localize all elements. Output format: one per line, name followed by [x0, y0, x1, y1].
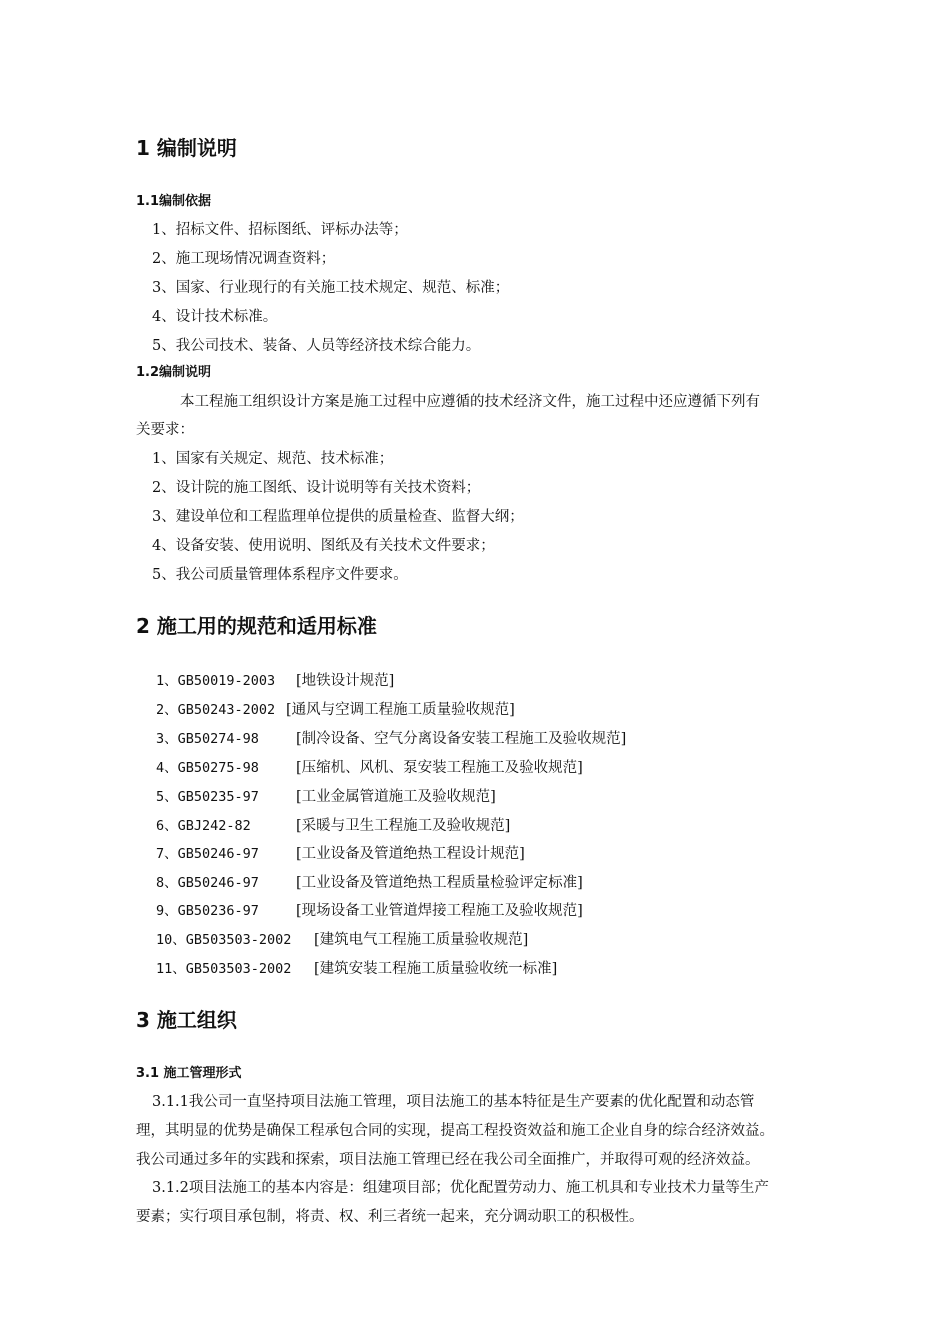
paragraph-line: 本工程施工组织设计方案是施工过程中应遵循的技术经济文件，施工过程中还应遵循下列有: [180, 394, 760, 410]
list-item: 1、招标文件、招标图纸、评标办法等；: [152, 222, 408, 238]
standard-code: 1、GB50019-2003: [156, 673, 276, 689]
standard-row: [156, 700, 515, 720]
standard-code: 2、GB50243-2002: [156, 702, 276, 718]
list-item: 5、我公司技术、装备、人员等经济技术综合能力。: [152, 338, 481, 354]
standard-code: 10、GB503503-2002: [156, 932, 292, 948]
standard-name: [现场设备工业管道焊接工程施工及验收规范]: [296, 903, 583, 919]
list-item: 2、设计院的施工图纸、设计说明等有关技术资料；: [152, 480, 481, 496]
standard-row: [156, 729, 626, 749]
standard-row: [156, 671, 394, 691]
paragraph-line: 3.1.1我公司一直坚持项目法施工管理，项目法施工的基本特征是生产要素的优化配置和动态管: [152, 1094, 755, 1110]
list-item: 3、建设单位和工程监理单位提供的质量检查、监督大纲；: [152, 509, 524, 525]
standard-name: [工业设备及管道绝热工程设计规范]: [296, 846, 525, 862]
list-item: 2、施工现场情况调查资料；: [152, 251, 336, 267]
subsection-3-1-title: 3.1 施工管理形式: [136, 1066, 242, 1081]
standard-row: [156, 844, 525, 864]
paragraph-line: 3.1.2项目法施工的基本内容是：组建项目部；优化配置劳动力、施工机具和专业技术力量等生产: [152, 1180, 769, 1196]
standard-code: 7、GB50246-97: [156, 846, 259, 862]
standard-row: [156, 758, 583, 778]
paragraph-line: 要素；实行项目承包制，将责、权、利三者统一起来，充分调动职工的积极性。: [136, 1209, 644, 1225]
subsection-1-2-title: 1.2编制说明: [136, 365, 212, 380]
standard-name: [通风与空调工程施工质量验收规范]: [286, 702, 515, 718]
standard-code: 8、GB50246-97: [156, 875, 259, 891]
section-1-title: 1 编制说明: [136, 136, 237, 160]
paragraph-line: 关要求：: [136, 422, 194, 438]
paragraph-line: 我公司通过多年的实践和探索，项目法施工管理已经在我公司全面推广，并取得可观的经济效益。: [136, 1152, 760, 1168]
standard-name: [制冷设备、空气分离设备安装工程施工及验收规范]: [296, 731, 627, 747]
standard-name: [工业金属管道施工及验收规范]: [296, 789, 496, 805]
standard-row: [156, 787, 496, 807]
subsection-1-1-title: 1.1编制依据: [136, 194, 212, 209]
list-item: 3、国家、行业现行的有关施工技术规定、规范、标准；: [152, 280, 510, 296]
standard-code: 6、GBJ242-82: [156, 818, 251, 834]
list-item: 4、设计技术标准。: [152, 309, 278, 325]
standard-row: [156, 930, 528, 950]
list-item: 4、设备安装、使用说明、图纸及有关技术文件要求；: [152, 538, 495, 554]
standard-row: [156, 959, 557, 979]
standard-name: [地铁设计规范]: [296, 673, 395, 689]
section-3-title: 3 施工组织: [136, 1008, 237, 1032]
paragraph-line: 理，其明显的优势是确保工程承包合同的实现，提高工程投资效益和施工企业自身的综合经济效益。: [136, 1123, 774, 1139]
standard-name: [建筑安装工程施工质量验收统一标准]: [314, 961, 558, 977]
standard-code: 3、GB50274-98: [156, 731, 259, 747]
standard-row: [156, 816, 510, 836]
standard-name: [建筑电气工程施工质量验收规范]: [314, 932, 529, 948]
standard-row: [156, 873, 583, 893]
standard-code: 11、GB503503-2002: [156, 961, 292, 977]
standard-code: 5、GB50235-97: [156, 789, 259, 805]
standard-code: 9、GB50236-97: [156, 903, 259, 919]
list-item: 1、国家有关规定、规范、技术标准；: [152, 451, 394, 467]
standard-code: 4、GB50275-98: [156, 760, 259, 776]
section-2-title: 2 施工用的规范和适用标准: [136, 614, 377, 638]
standard-name: [压缩机、风机、泵安装工程施工及验收规范]: [296, 760, 583, 776]
standard-name: [采暖与卫生工程施工及验收规范]: [296, 818, 511, 834]
standard-name: [工业设备及管道绝热工程质量检验评定标准]: [296, 875, 583, 891]
standard-row: [156, 901, 583, 921]
list-item: 5、我公司质量管理体系程序文件要求。: [152, 567, 408, 583]
